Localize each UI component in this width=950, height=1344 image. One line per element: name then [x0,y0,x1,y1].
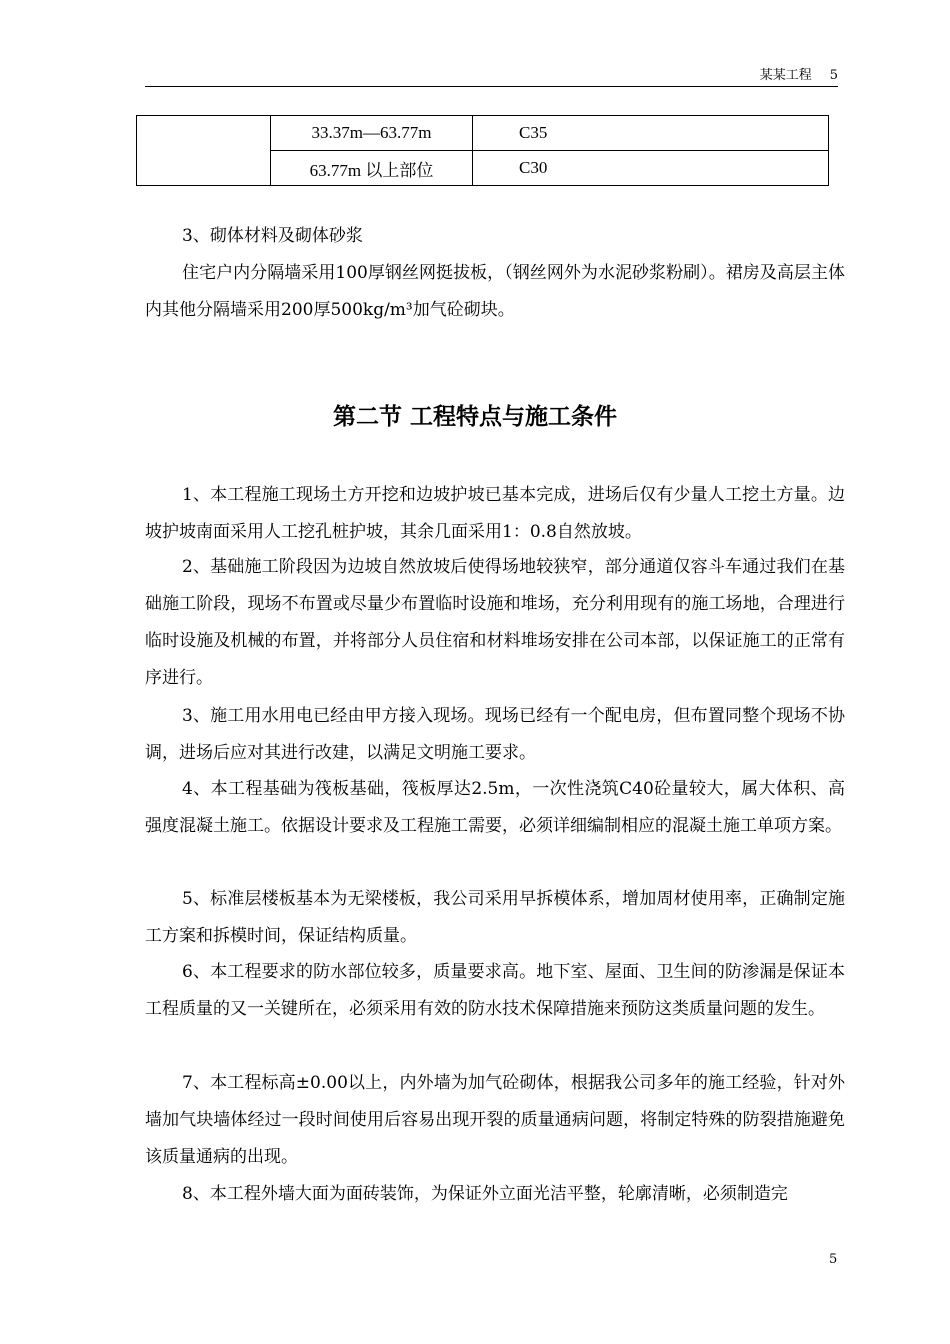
list-item [145,1065,845,1176]
header-page-number: 5 [829,68,838,83]
list-item [145,1176,845,1213]
table-cell-grade: C35 [473,116,829,151]
page-header [145,66,838,87]
list-item-text: 2、基础施工阶段因为边坡自然放坡后使得场地较狭窄，部分通道仅容斗车通过我们在基础施工阶段，现场不布置或尽量少布置临时设施和堆场，充分利用现有的施工场地，合理进行临时设施及机械的布置，并将部分人员住宿和材料堆场安排在公司本部，以保证施工的正常有序进行。 [145,557,845,688]
list-item [145,881,845,955]
footer-page-number: 5 [829,1252,838,1267]
concrete-grade-table [136,115,829,186]
header-title: 某某工程 [759,68,812,83]
section3-heading [145,218,845,255]
list-item [145,954,845,1028]
section3-body [145,255,845,329]
section-title: 第二节 工程特点与施工条件 [332,404,617,430]
table-cell-grade: C30 [473,151,829,186]
list-item [145,698,845,772]
list-item-text: 3、施工用水用电已经由甲方接入现场。现场已经有一个配电房，但布置同整个现场不协调，进场后应对其进行改建，以满足文明施工要求。 [145,706,845,763]
list-item-text: 4、本工程基础为筏板基础，筏板厚达2.5m，一次性浇筑C40砼量较大，属大体积、高强度混凝土施工。依据设计要求及工程施工需要，必须详细编制相应的混凝土施工单项方案。 [145,779,845,836]
table-row [137,116,829,151]
list-item [145,549,845,697]
table-cell-range: 33.37m—63.77m [271,116,473,151]
list-item [145,477,845,551]
section3-body-text: 住宅户内分隔墙采用100厚钢丝网挺拔板，（钢丝网外为水泥砂浆粉刷）。裙房及高层主体内其他分隔墙采用200厚500kg/m³加气砼砌块。 [145,263,845,320]
list-item-text: 8、本工程外墙大面为面砖装饰，为保证外立面光洁平整，轮廓清晰，必须制造完 [182,1184,788,1204]
list-item-text: 5、标准层楼板基本为无梁楼板，我公司采用早拆模体系，增加周材使用率，正确制定施工方案和拆模时间，保证结构质量。 [145,889,845,946]
section3-heading-text: 3、砌体材料及砌体砂浆 [182,226,363,246]
list-item [145,771,845,845]
list-item-text: 7、本工程标高±0.00以上，内外墙为加气砼砌体，根据我公司多年的施工经验，针对外墙加气块墙体经过一段时间使用后容易出现开裂的质量通病问题，将制定特殊的防裂措施避免该质量通病的出现。 [145,1073,845,1167]
table-cell-range: 63.77m 以上部位 [271,151,473,186]
list-item-text: 6、本工程要求的防水部位较多，质量要求高。地下室、屋面、卫生间的防渗漏是保证本工程质量的又一关键所在，必须采用有效的防水技术保障措施来预防这类质量问题的发生。 [145,962,845,1019]
table-cell-empty [137,116,271,186]
list-item-text: 1、本工程施工现场土方开挖和边坡护坡已基本完成，进场后仅有少量人工挖土方量。边坡护坡南面采用人工挖孔桩护坡，其余几面采用1：0.8自然放坡。 [145,485,845,542]
